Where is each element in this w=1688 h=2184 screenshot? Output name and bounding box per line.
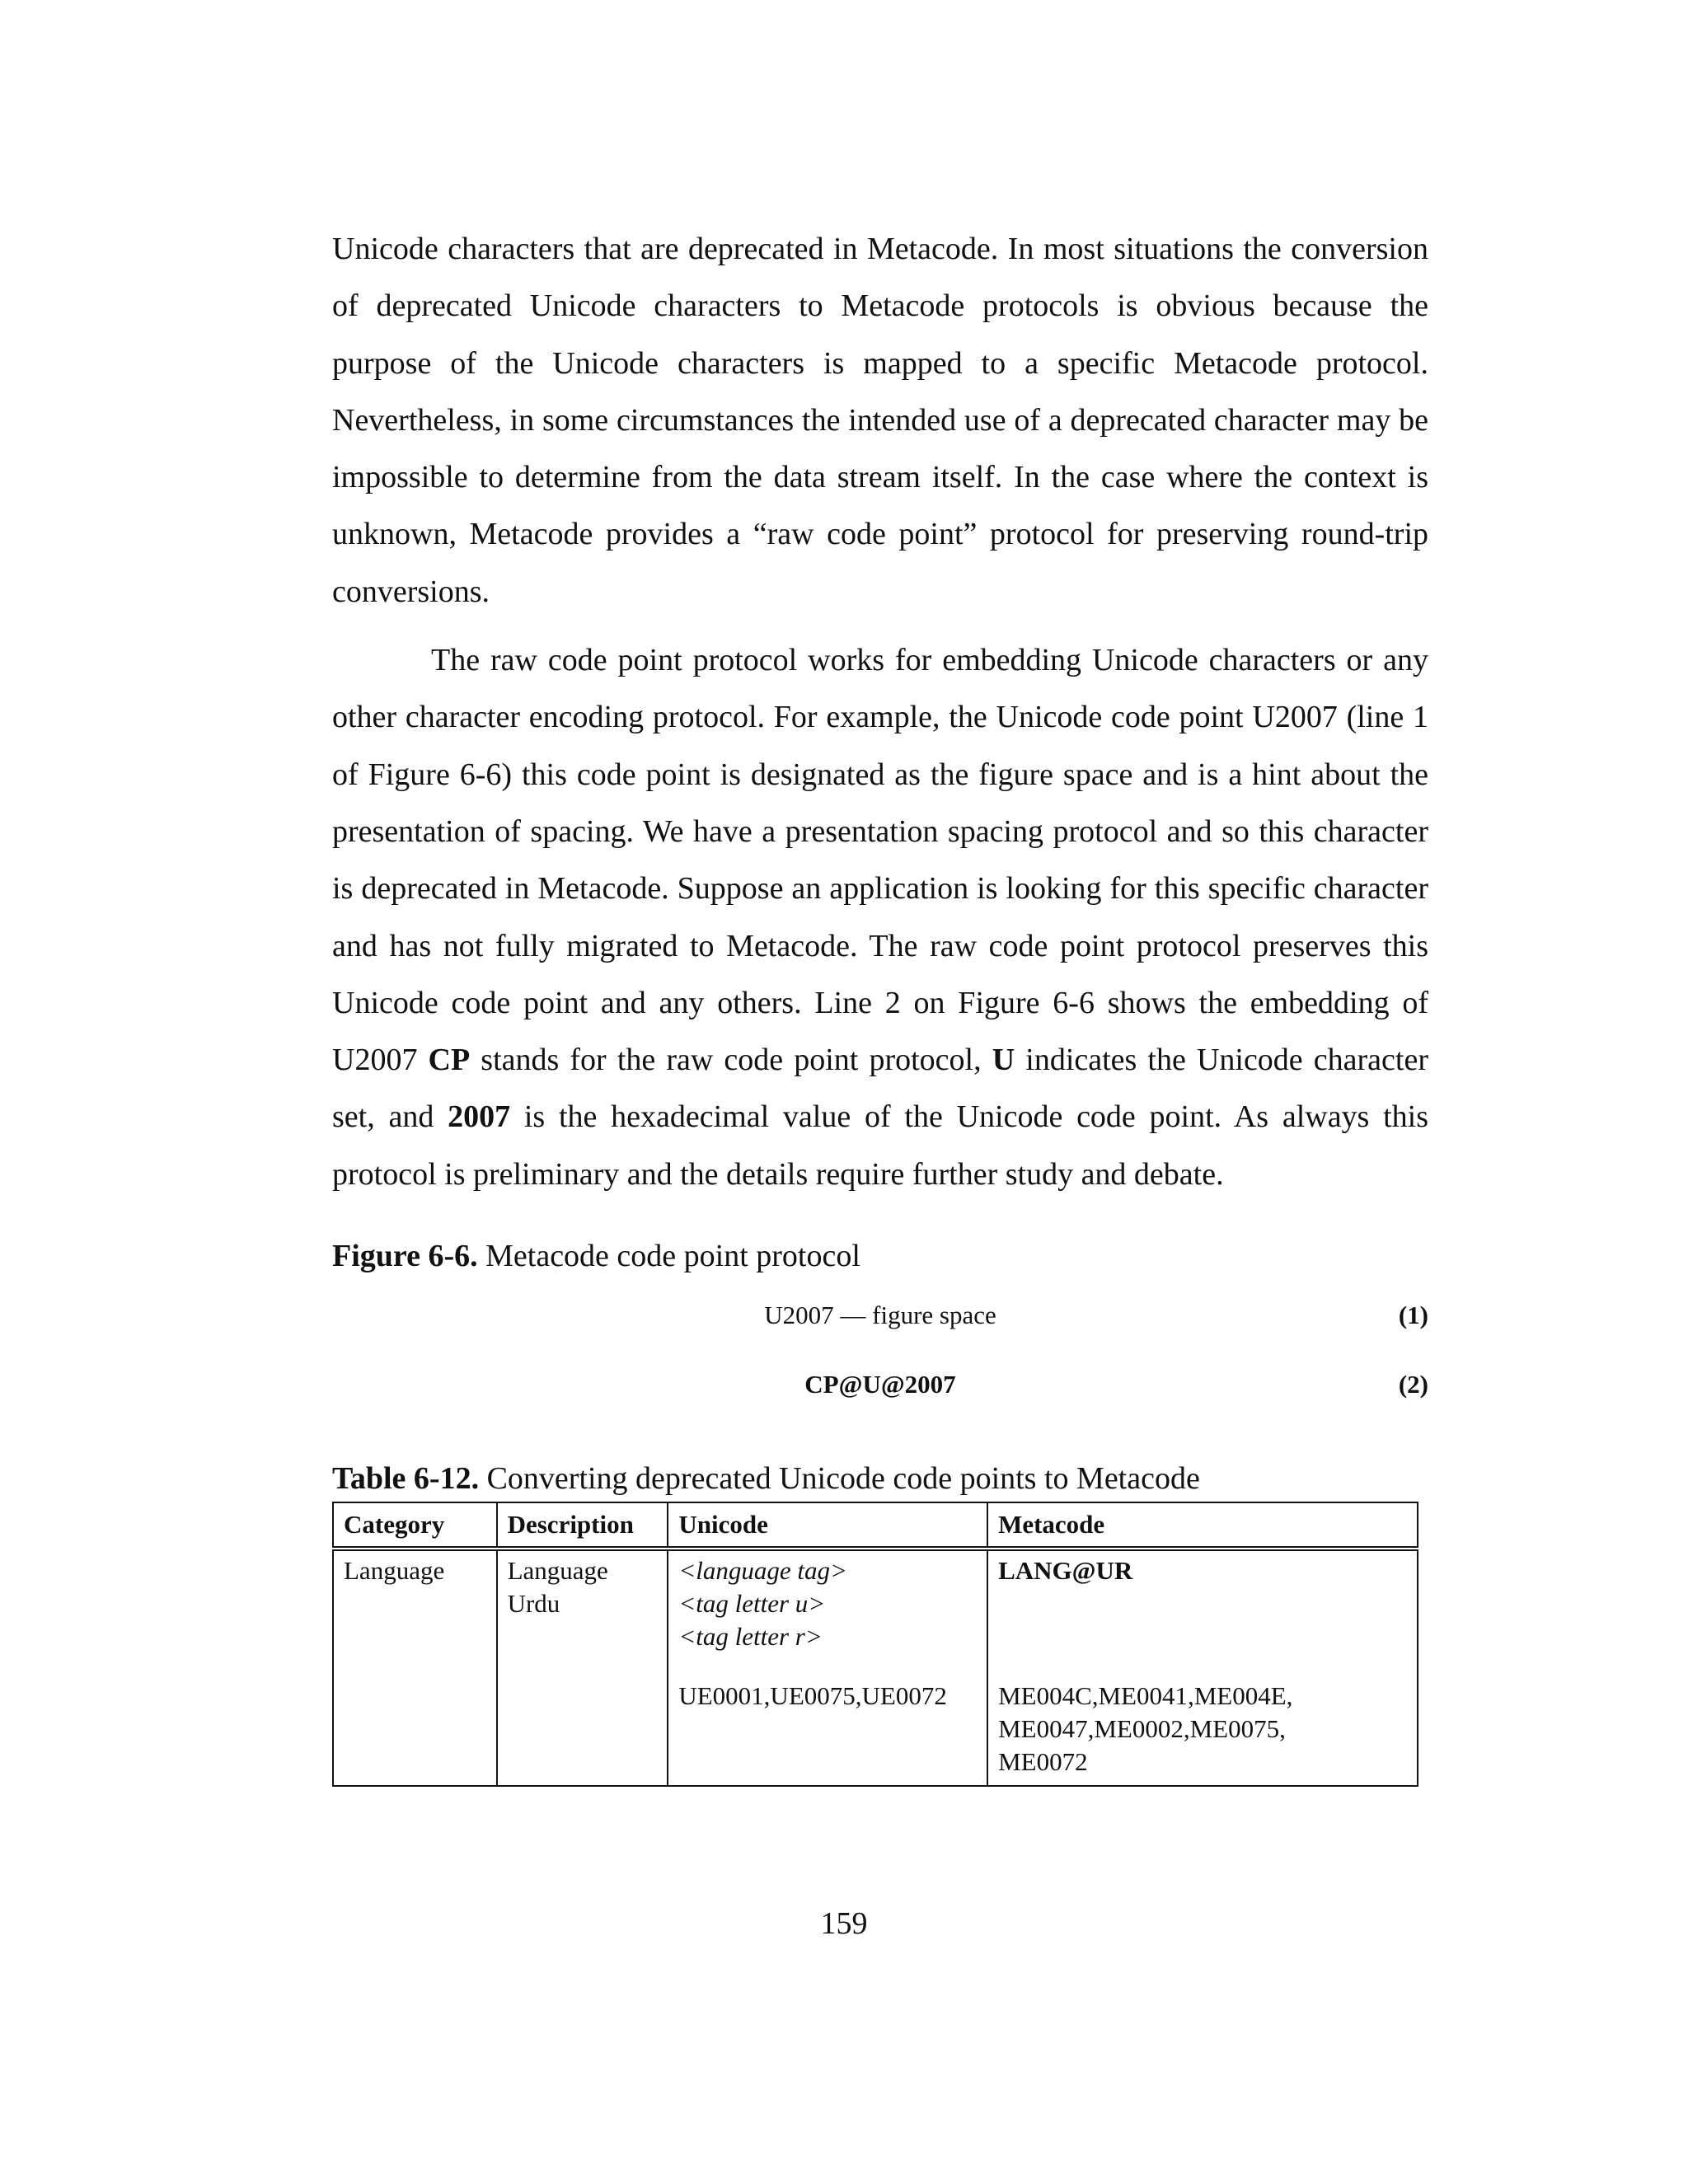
description-line-1: Language	[507, 1556, 608, 1586]
table-row	[333, 1657, 1418, 1786]
figure-line-1	[332, 1299, 1428, 1332]
bold-u: U	[992, 1043, 1015, 1078]
body-paragraph-1: Unicode characters that are deprecated in Metacode. In most situations the conversion of deprecated Unicode characters to Metacode protocols is obvious because the purpose of the Unicode characters is mapped to a specific Metacode protocol. Nevertheless, in some circumstances the intended use of a deprecated character may be impossible to determine from the data stream itself. In the case where the context is unknown, Metacode provides a “raw code point” protocol for preserving round-trip conversions.	[332, 232, 1428, 609]
metacode-codes-line-2: ME0047,ME0002,ME0075,	[998, 1714, 1286, 1744]
page-content	[332, 221, 1428, 1787]
unicode-tag-2: <tag letter u>	[678, 1589, 826, 1619]
cell-empty-description	[497, 1657, 668, 1786]
metacode-codes-line-1: ME004C,ME0041,ME004E,	[998, 1681, 1293, 1711]
page-number: 159	[820, 1906, 868, 1941]
paragraph-2-text-b: stands for the raw code point protocol,	[470, 1043, 992, 1078]
bold-2007: 2007	[448, 1099, 511, 1135]
unicode-tag-3: <tag letter r>	[678, 1622, 823, 1652]
table-title: Converting deprecated Unicode code points to Metacode	[479, 1461, 1200, 1497]
cell-unicode-codes: UE0001,UE0075,UE0072	[668, 1657, 987, 1786]
table-row	[333, 1549, 1418, 1657]
bold-cp: CP	[428, 1043, 471, 1078]
cell-description	[497, 1549, 668, 1657]
figure-line-2-text: CP@U@2007	[804, 1370, 956, 1399]
cell-empty-category	[333, 1657, 497, 1786]
paragraph-2-text-c: indicates the Unicode character set, and	[332, 1043, 1428, 1135]
figure-line-1-text: U2007 — figure space	[764, 1301, 996, 1330]
unicode-tag-1: <language tag>	[678, 1556, 847, 1586]
metacode-codes-line-3: ME0072	[998, 1747, 1088, 1777]
figure-line-1-number: (1)	[1398, 1301, 1428, 1330]
description-line-2: Urdu	[507, 1589, 560, 1619]
paragraph-2-text-a: The raw code point protocol works for embedding Unicode characters or any other character encoding protocol. For example, the Unicode code point U2007 (line 1 of Figure 6-6) this code point is designated as the figure space and is a hint about the presentation of spacing. We have a presentation spacing protocol and so this character is deprecated in Metacode. Suppose an application is looking for this specific character and has not fully migrated to Metacode. The raw code point protocol preserves this Unicode code point and any others. Line 2 on Figure 6-6 shows the embedding of U2007	[332, 643, 1428, 1078]
body-paragraph-2	[332, 632, 1428, 1203]
cell-unicode-tags	[668, 1549, 987, 1657]
figure-line-2-number: (2)	[1398, 1370, 1428, 1399]
paragraph-2-text-d: is the hexadecimal value of the Unicode code point. As always this protocol is preliminary and the details require further study and debate.	[332, 1099, 1429, 1192]
header-metacode: Metacode	[987, 1502, 1418, 1549]
header-unicode: Unicode	[668, 1502, 987, 1549]
cell-category: Language	[333, 1549, 497, 1657]
figure-label: Figure 6-6.	[332, 1239, 478, 1274]
cell-metacode-protocol: LANG@UR	[987, 1549, 1418, 1657]
header-description: Description	[497, 1502, 668, 1549]
table-label: Table 6-12.	[332, 1461, 480, 1497]
figure-line-2	[332, 1368, 1428, 1401]
table-caption	[332, 1460, 1428, 1497]
figure-caption	[332, 1238, 1428, 1274]
header-category: Category	[333, 1502, 497, 1549]
cell-metacode-codes	[987, 1657, 1418, 1786]
table-header-row	[333, 1502, 1418, 1549]
figure-title: Metacode code point protocol	[477, 1239, 860, 1274]
conversion-table	[332, 1502, 1418, 1787]
